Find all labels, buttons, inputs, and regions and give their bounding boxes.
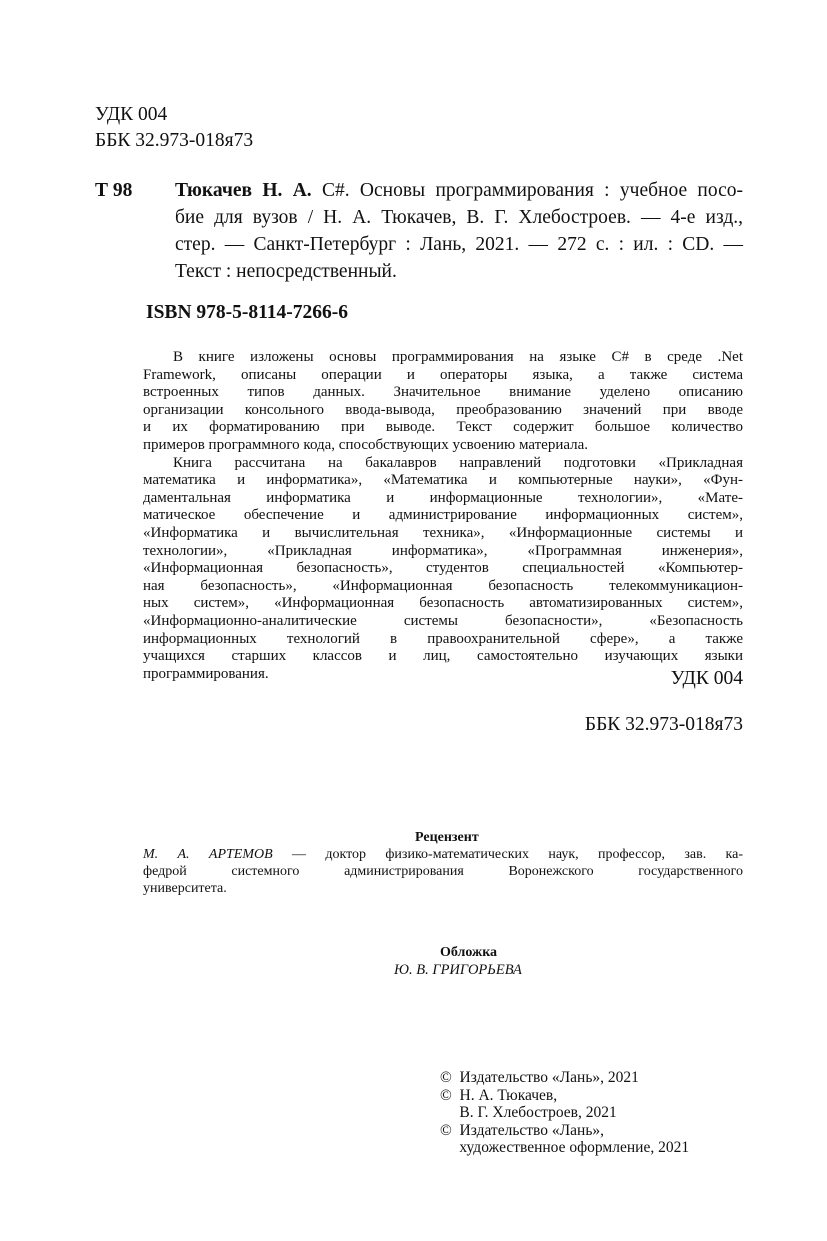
abstract-line: Framework, описаны операции и операторы языка, а также система	[143, 366, 743, 383]
abstract-line: «Информационно-аналитические системы безопасности», «Безопасность	[143, 613, 743, 629]
reviewer-text: — доктор физико-математических наук, профессор, зав. ка-	[272, 847, 744, 862]
abstract-line: «Информационная безопасность», студентов специальностей «Компьютер-	[143, 560, 743, 577]
abstract-line: технологии», «Прикладная информатика», «Программная инженерия»,	[143, 542, 743, 559]
copyright-block	[440, 1069, 689, 1157]
abstract-line: примеров программного кода, способствующих усвоению материала.	[143, 437, 589, 453]
udk-bottom: УДК 004	[670, 668, 743, 689]
reviewer-line-1	[143, 847, 743, 863]
author-mark: Т 98	[95, 180, 133, 201]
reviewer-heading: Рецензент	[415, 830, 479, 845]
abstract-line: информационных технологий в правоохранительной сфере», а также	[143, 630, 743, 647]
udk-top: УДК 004	[95, 104, 168, 125]
abstract-line: математика и информатика», «Математика и компьютерные науки», «Фун-	[143, 472, 743, 489]
abstract-line: даментальная информатика и информационные технологии», «Мате-	[143, 489, 743, 506]
copyright-line: художественное оформление, 2021	[440, 1139, 690, 1156]
reviewer-line-3: университета.	[143, 881, 227, 896]
abstract-line: ных систем», «Информационная безопасность автоматизированных систем»,	[143, 595, 743, 612]
abstract-line: учащихся старших классов и лиц, самостоятельно изучающих языки	[143, 648, 743, 665]
bib-line-3: стер. — Санкт-Петербург : Лань, 2021. — 272 с. : ил. : CD. —	[175, 234, 743, 255]
abstract-line: организации консольного ввода-вывода, преобразованию значений при вводе	[143, 401, 743, 418]
copyright-line: © Издательство «Лань», 2021	[440, 1069, 639, 1086]
reviewer-name: М. А. АРТЕМОВ	[143, 847, 273, 862]
bbk-bottom: ББК 32.973-018я73	[584, 714, 743, 735]
abstract-line: и их форматированию при выводе. Текст содержит большое количество	[143, 419, 743, 436]
bib-author: Тюкачев Н. А.	[175, 180, 312, 201]
cover-designer: Ю. В. ГРИГОРЬЕВА	[394, 962, 522, 978]
cover-heading: Обложка	[440, 945, 498, 960]
abstract-line: встроенных типов данных. Значительное внимание уделено описанию	[143, 384, 743, 401]
abstract-line: программирования.	[143, 665, 269, 682]
bib-line-1	[175, 180, 743, 202]
copyright-line: © Н. А. Тюкачев,	[440, 1086, 558, 1104]
abstract-line: «Информатика и вычислительная техника», «Информационные системы и	[143, 525, 743, 541]
bbk-top: ББК 32.973-018я73	[95, 130, 254, 151]
reviewer-line-2: федрой системного администрирования Воронежского государственного	[143, 864, 743, 879]
bib-text: C#. Основы программирования : учебное посо-	[321, 180, 743, 201]
bib-line-4: Текст : непосредственный.	[175, 261, 397, 282]
isbn: ISBN 978-5-8114-7266-6	[146, 302, 349, 323]
abstract-line: матическое обеспечение и администрирование информационных систем»,	[143, 507, 743, 524]
copyright-line: © Издательство «Лань»,	[440, 1121, 605, 1139]
abstract-line: В книге изложены основы программирования на языке C# в среде .Net	[173, 349, 743, 365]
copyright-line: В. Г. Хлебостроев, 2021	[440, 1104, 617, 1121]
abstract-line: ная безопасность», «Информационная безопасность телекоммуникацион-	[143, 577, 743, 594]
bib-line-2: бие для вузов / Н. А. Тюкачев, В. Г. Хлебостроев. — 4-е изд.,	[175, 207, 743, 228]
abstract-line: Книга рассчитана на бакалавров направлений подготовки «Прикладная	[173, 454, 743, 471]
